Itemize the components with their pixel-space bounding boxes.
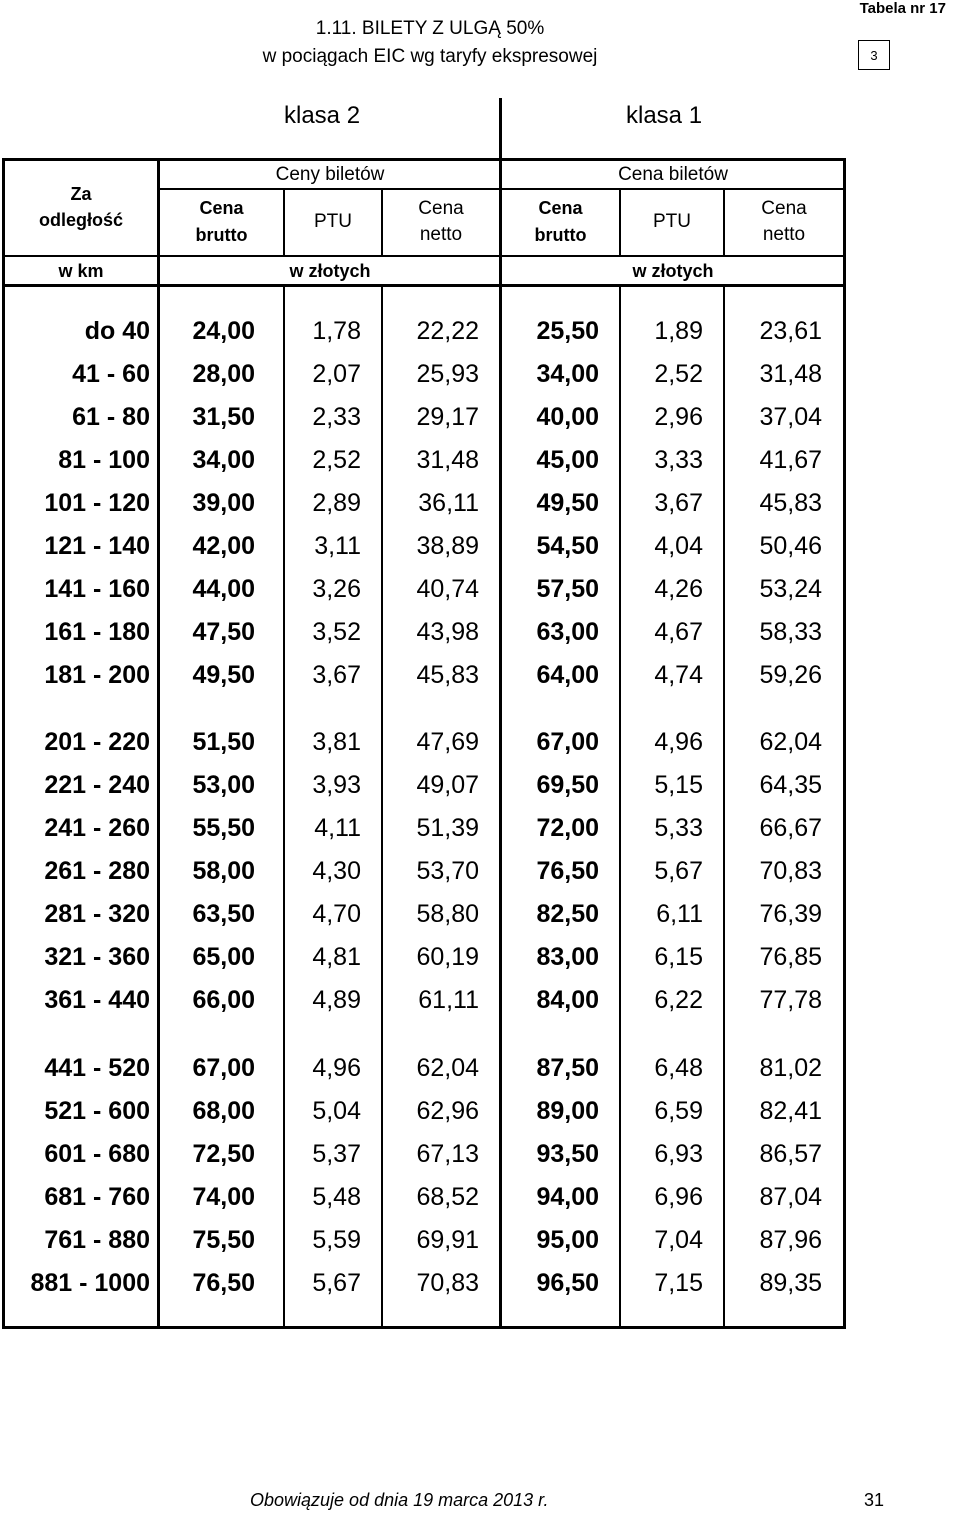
cena-netto-k1: 89,35 — [759, 1269, 822, 1297]
cena-brutto-k1: 93,50 — [536, 1140, 599, 1168]
ptu-k1: 4,74 — [654, 661, 703, 689]
ptu-k2: 4,89 — [312, 986, 361, 1014]
cena-netto-k2: 36,11 — [418, 489, 479, 517]
cena-netto-k1: 53,24 — [759, 575, 822, 603]
col-header-w-km: w km — [58, 261, 104, 281]
distance-range: 261 - 280 — [44, 857, 150, 885]
cena-brutto-k2: 76,50 — [192, 1269, 255, 1297]
distance-range: 61 - 80 — [72, 403, 150, 431]
ptu-k1: 3,67 — [654, 489, 703, 517]
cena-netto-k1: 76,85 — [759, 943, 822, 971]
ptu-k2: 4,70 — [312, 900, 361, 928]
cena-netto-k1: 58,33 — [759, 618, 822, 646]
cena-netto-k2: 62,96 — [416, 1097, 479, 1125]
cena-brutto-k1: 54,50 — [536, 532, 599, 560]
cena-brutto-k1: 76,50 — [536, 857, 599, 885]
page-subtitle: w pociągach EIC wg taryfy ekspresowej — [262, 46, 598, 67]
cena-brutto-k2: 24,00 — [192, 317, 255, 345]
ptu-k2: 4,11 — [314, 814, 361, 842]
cena-brutto-k1: 96,50 — [536, 1269, 599, 1297]
ptu-k1: 7,15 — [654, 1269, 703, 1297]
class-divider — [499, 98, 502, 160]
distance-range: 141 - 160 — [44, 575, 150, 603]
ptu-k1: 1,89 — [654, 317, 703, 345]
ptu-k2: 5,59 — [312, 1226, 361, 1254]
cena-brutto-k2: 66,00 — [192, 986, 255, 1014]
cena-netto-k2: 53,70 — [416, 857, 479, 885]
cena-brutto-k2: 72,50 — [192, 1140, 255, 1168]
klasa-1-heading: klasa 1 — [626, 102, 703, 129]
distance-range: do 40 — [84, 317, 150, 345]
cena-brutto-k1: 45,00 — [536, 446, 599, 474]
cena-brutto-k2: 39,00 — [192, 489, 255, 517]
cena-brutto-k2: 58,00 — [192, 857, 255, 885]
cena-brutto-k2: 49,50 — [192, 661, 255, 689]
cena-brutto-k2: 74,00 — [192, 1183, 255, 1211]
ptu-k1: 2,52 — [654, 360, 703, 388]
cena-netto-k1: 86,57 — [759, 1140, 822, 1168]
ptu-k1: 6,11 — [656, 900, 703, 928]
cena-netto-k1: 87,96 — [759, 1226, 822, 1254]
col-header-brutto: brutto — [534, 225, 587, 245]
page-number: 31 — [864, 1490, 885, 1510]
col-header-brutto: brutto — [195, 225, 248, 245]
cena-netto-k2: 62,04 — [416, 1054, 479, 1082]
col-header-cena-biletow: Cena biletów — [618, 164, 728, 185]
header-w-line — [2, 255, 846, 257]
cena-netto-k1: 50,46 — [759, 532, 822, 560]
cena-netto-k1: 45,83 — [759, 489, 822, 517]
ptu-k1: 6,48 — [654, 1054, 703, 1082]
cena-netto-k1: 37,04 — [759, 403, 822, 431]
ptu-k1: 6,93 — [654, 1140, 703, 1168]
ptu-k2: 2,52 — [312, 446, 361, 474]
cena-netto-k2: 38,89 — [416, 532, 479, 560]
header-bottom-line — [2, 284, 846, 287]
distance-range: 441 - 520 — [44, 1054, 150, 1082]
distance-range: 121 - 140 — [44, 532, 150, 560]
cena-brutto-k2: 75,50 — [192, 1226, 255, 1254]
header-sub-line-1 — [500, 188, 844, 190]
page-title: 1.11. BILETY Z ULGĄ 50% — [315, 18, 545, 39]
cena-brutto-k1: 84,00 — [536, 986, 599, 1014]
cena-brutto-k2: 55,50 — [192, 814, 255, 842]
cena-netto-k1: 70,83 — [759, 857, 822, 885]
cena-netto-k1: 66,67 — [759, 814, 822, 842]
ptu-k1: 2,96 — [654, 403, 703, 431]
cena-netto-k1: 62,04 — [759, 728, 822, 756]
cena-brutto-k2: 42,00 — [192, 532, 255, 560]
distance-range: 101 - 120 — [44, 489, 150, 517]
distance-range: 221 - 240 — [44, 771, 150, 799]
cena-brutto-k1: 63,00 — [536, 618, 599, 646]
cena-netto-k1: 41,67 — [759, 446, 822, 474]
ptu-k2: 2,07 — [312, 360, 361, 388]
ptu-k1: 4,04 — [654, 532, 703, 560]
col-header-w-zlotych: w złotych — [632, 261, 714, 281]
klasa-2-heading: klasa 2 — [284, 102, 361, 129]
distance-range: 81 - 100 — [58, 446, 150, 474]
cena-netto-k1: 81,02 — [759, 1054, 822, 1082]
cena-brutto-k2: 65,00 — [192, 943, 255, 971]
cena-netto-k2: 31,48 — [416, 446, 479, 474]
ptu-k2: 1,78 — [312, 317, 361, 345]
ptu-k2: 3,52 — [312, 618, 361, 646]
cena-netto-k2: 22,22 — [416, 317, 479, 345]
cena-netto-k2: 68,52 — [416, 1183, 479, 1211]
ptu-k1: 7,04 — [654, 1226, 703, 1254]
ptu-k1: 4,26 — [654, 575, 703, 603]
col-divider — [283, 285, 285, 1328]
distance-range: 201 - 220 — [44, 728, 150, 756]
ptu-k1: 4,67 — [654, 618, 703, 646]
cena-netto-k1: 82,41 — [759, 1097, 822, 1125]
col-header-odleglosc: odległość — [38, 210, 123, 230]
distance-range: 181 - 200 — [44, 661, 150, 689]
distance-range: 681 - 760 — [44, 1183, 150, 1211]
cena-brutto-k2: 51,50 — [192, 728, 255, 756]
ptu-k2: 3,81 — [312, 728, 361, 756]
col-divider — [381, 285, 383, 1328]
col-header-za: Za — [70, 184, 92, 204]
cena-brutto-k2: 34,00 — [192, 446, 255, 474]
cena-brutto-k2: 28,00 — [192, 360, 255, 388]
table-bottom-border — [2, 1326, 846, 1329]
cena-brutto-k1: 87,50 — [536, 1054, 599, 1082]
cena-netto-k1: 64,35 — [759, 771, 822, 799]
cena-netto-k1: 59,26 — [759, 661, 822, 689]
cena-brutto-k1: 69,50 — [536, 771, 599, 799]
ptu-k2: 5,67 — [312, 1269, 361, 1297]
cena-brutto-k2: 53,00 — [192, 771, 255, 799]
distance-range: 601 - 680 — [44, 1140, 150, 1168]
cena-brutto-k1: 64,00 — [536, 661, 599, 689]
col-header-cena: Cena — [761, 198, 807, 219]
col-header-netto: netto — [762, 224, 806, 245]
ptu-k1: 6,15 — [654, 943, 703, 971]
cena-netto-k2: 29,17 — [416, 403, 479, 431]
cena-netto-k2: 49,07 — [416, 771, 479, 799]
cena-brutto-k2: 47,50 — [192, 618, 255, 646]
cena-netto-k1: 76,39 — [759, 900, 822, 928]
cena-brutto-k2: 67,00 — [192, 1054, 255, 1082]
cena-brutto-k1: 57,50 — [536, 575, 599, 603]
col-header-ptu: PTU — [314, 211, 352, 232]
cena-netto-k2: 51,39 — [416, 814, 479, 842]
distance-range: 361 - 440 — [44, 986, 150, 1014]
col-header-ceny-biletow: Ceny biletów — [275, 164, 385, 185]
cena-brutto-k2: 31,50 — [192, 403, 255, 431]
cena-brutto-k1: 40,00 — [536, 403, 599, 431]
ptu-k1: 3,33 — [654, 446, 703, 474]
col-header-netto: netto — [419, 224, 463, 245]
ptu-k2: 4,81 — [312, 943, 361, 971]
col-divider — [723, 285, 725, 1328]
col-header-cena: Cena — [538, 198, 583, 218]
col-header-ptu: PTU — [653, 211, 691, 232]
box-number: 3 — [858, 40, 890, 70]
ptu-k2: 4,30 — [312, 857, 361, 885]
cena-netto-k2: 67,13 — [416, 1140, 479, 1168]
distance-range: 881 - 1000 — [30, 1269, 150, 1297]
cena-brutto-k1: 67,00 — [536, 728, 599, 756]
cena-netto-k2: 43,98 — [416, 618, 479, 646]
cena-brutto-k1: 72,00 — [536, 814, 599, 842]
distance-range: 281 - 320 — [44, 900, 150, 928]
table-right-border — [843, 158, 846, 1329]
cena-netto-k1: 87,04 — [759, 1183, 822, 1211]
distance-range: 161 - 180 — [44, 618, 150, 646]
col-header-cena: Cena — [199, 198, 244, 218]
cena-netto-k2: 60,19 — [416, 943, 479, 971]
cena-brutto-k1: 34,00 — [536, 360, 599, 388]
ptu-k1: 6,22 — [654, 986, 703, 1014]
cena-netto-k2: 47,69 — [416, 728, 479, 756]
cena-brutto-k1: 83,00 — [536, 943, 599, 971]
cena-netto-k1: 77,78 — [759, 986, 822, 1014]
ptu-k2: 2,33 — [312, 403, 361, 431]
footer-note: Obowiązuje od dnia 19 marca 2013 r. — [250, 1490, 549, 1510]
table-top-border — [2, 158, 846, 161]
cena-netto-k2: 69,91 — [416, 1226, 479, 1254]
ptu-k2: 5,48 — [312, 1183, 361, 1211]
ptu-k1: 5,67 — [654, 857, 703, 885]
ptu-k1: 6,96 — [654, 1183, 703, 1211]
cena-brutto-k2: 44,00 — [192, 575, 255, 603]
distance-range: 321 - 360 — [44, 943, 150, 971]
ptu-k2: 3,11 — [314, 532, 361, 560]
ptu-k2: 5,04 — [312, 1097, 361, 1125]
table-number: Tabela nr 17 — [859, 0, 946, 17]
cena-brutto-k2: 63,50 — [192, 900, 255, 928]
cena-netto-k2: 45,83 — [416, 661, 479, 689]
cena-netto-k1: 31,48 — [759, 360, 822, 388]
cena-brutto-k1: 49,50 — [536, 489, 599, 517]
distance-range: 761 - 880 — [44, 1226, 150, 1254]
ptu-k1: 5,15 — [654, 771, 703, 799]
distance-range: 41 - 60 — [72, 360, 150, 388]
cena-brutto-k1: 95,00 — [536, 1226, 599, 1254]
ptu-k2: 2,89 — [312, 489, 361, 517]
ptu-k1: 5,33 — [654, 814, 703, 842]
cena-brutto-k1: 89,00 — [536, 1097, 599, 1125]
header-sub-line-2 — [157, 188, 500, 190]
cena-netto-k1: 23,61 — [759, 317, 822, 345]
col-header-w-zlotych: w złotych — [289, 261, 371, 281]
cena-brutto-k1: 94,00 — [536, 1183, 599, 1211]
ptu-k2: 4,96 — [312, 1054, 361, 1082]
cena-netto-k2: 70,83 — [416, 1269, 479, 1297]
distance-range: 241 - 260 — [44, 814, 150, 842]
col-header-cena: Cena — [418, 198, 464, 219]
cena-netto-k2: 61,11 — [418, 986, 479, 1014]
col-divider — [619, 285, 621, 1328]
distance-range: 521 - 600 — [44, 1097, 150, 1125]
cena-netto-k2: 25,93 — [416, 360, 479, 388]
ptu-k2: 3,26 — [312, 575, 361, 603]
ptu-k1: 6,59 — [654, 1097, 703, 1125]
ptu-k2: 3,93 — [312, 771, 361, 799]
ptu-k2: 3,67 — [312, 661, 361, 689]
ptu-k1: 4,96 — [654, 728, 703, 756]
cena-netto-k2: 40,74 — [416, 575, 479, 603]
cena-brutto-k1: 82,50 — [536, 900, 599, 928]
cena-brutto-k2: 68,00 — [192, 1097, 255, 1125]
ptu-k2: 5,37 — [312, 1140, 361, 1168]
cena-netto-k2: 58,80 — [416, 900, 479, 928]
cena-brutto-k1: 25,50 — [536, 317, 599, 345]
